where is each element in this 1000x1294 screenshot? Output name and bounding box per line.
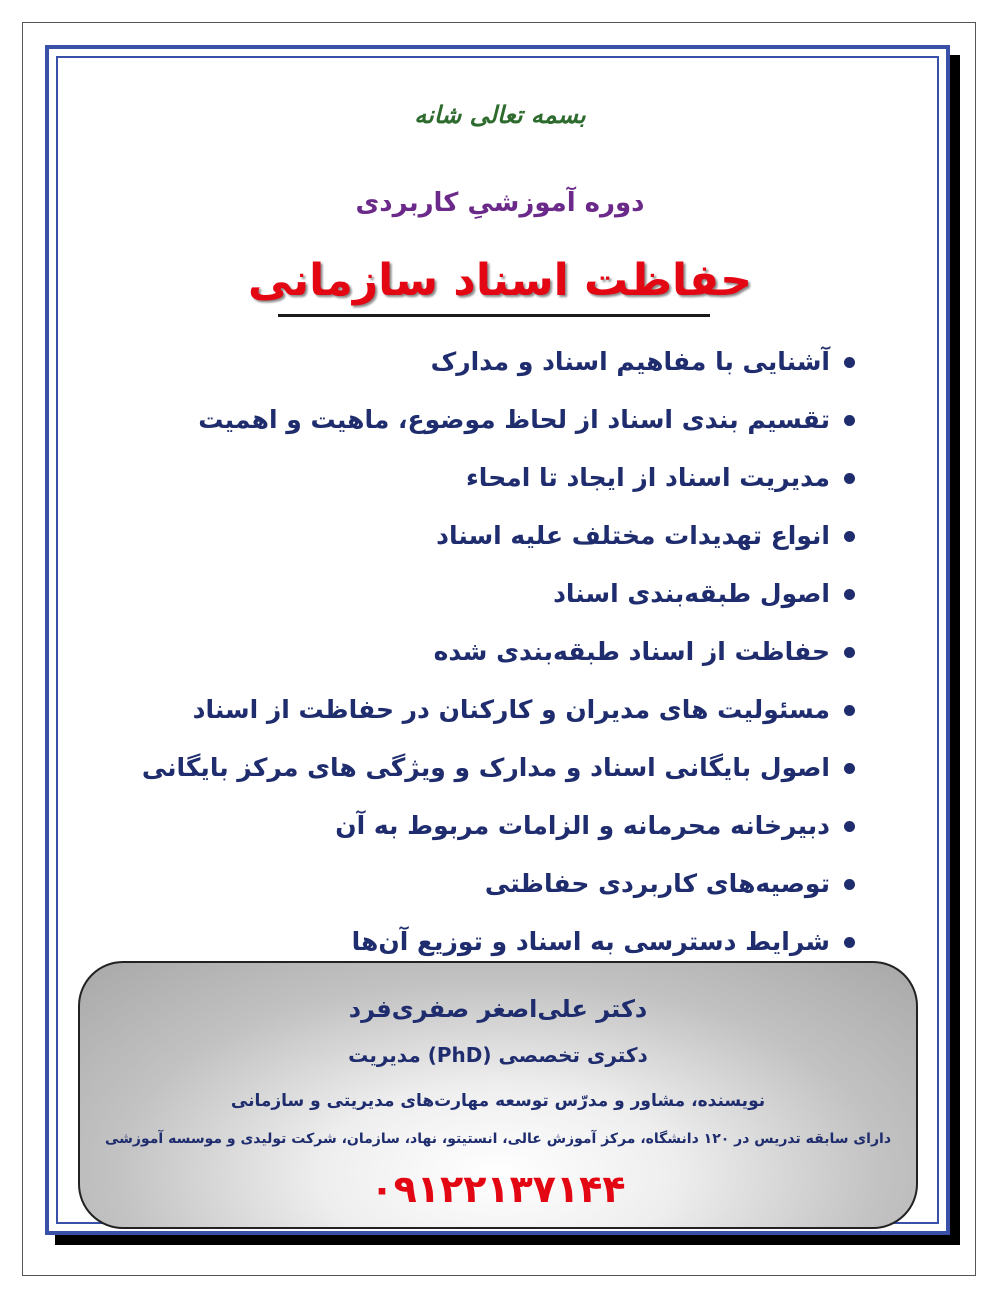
topic-text: اصول بایگانی اسناد و مدارک و ویژگی های مرکز بایگانی [141,753,830,782]
bullet-icon [844,647,855,658]
instructor-experience: دارای سابقه تدریس در ۱۲۰ دانشگاه، مرکز آموزش عالی، انستیتو، نهاد، سازمان، شرکت تولیدی و موسسه آموزشی [104,1131,892,1147]
topic-text: انواع تهدیدات مختلف علیه اسناد [436,521,830,550]
instructor-info-box [78,961,918,1229]
topic-text: توصیه‌های کاربردی حفاظتی [484,869,830,898]
course-title: حفاظت اسناد سازمانی [248,255,752,306]
topic-text: اصول طبقه‌بندی اسناد [553,579,830,608]
topic-list [135,333,855,971]
bullet-icon [844,937,855,948]
topic-item [135,797,855,855]
bullet-icon [844,705,855,716]
topic-item [135,449,855,507]
instructor-name: دکتر علی‌اصغر صفری‌فرد [348,995,648,1023]
topic-item [135,333,855,391]
topic-text: مدیریت اسناد از ایجاد تا امحاء [466,463,830,492]
topic-text: شرایط دسترسی به اسناد و توزیع آن‌ها [351,927,830,956]
topic-item [135,855,855,913]
basmala: بسمه تعالی شانه [414,100,586,129]
topic-text: تقسیم بندی اسناد از لحاظ موضوع، ماهیت و اهمیت [198,405,830,434]
bullet-icon [844,821,855,832]
bullet-icon [844,531,855,542]
instructor-role: نویسنده، مشاور و مدرّس توسعه مهارت‌های مدیریتی و سازمانی [230,1091,766,1111]
bullet-icon [844,357,855,368]
topic-text: دبیرخانه محرمانه و الزامات مربوط به آن [335,811,830,840]
topic-text: حفاظت از اسناد طبقه‌بندی شده [433,637,830,666]
title-underline [278,314,710,317]
bullet-icon [844,589,855,600]
topic-item [135,623,855,681]
course-subtitle: دوره آموزشیِ کاربردی [355,188,645,218]
bullet-icon [844,415,855,426]
topic-item [135,507,855,565]
topic-item [135,565,855,623]
topic-item [135,391,855,449]
topic-text: مسئولیت های مدیران و کارکنان در حفاظت از اسناد [192,695,830,724]
topic-item [135,739,855,797]
bullet-icon [844,763,855,774]
bullet-icon [844,473,855,484]
bullet-icon [844,879,855,890]
topic-item [135,681,855,739]
instructor-degree: دکتری تخصصی (PhD) مدیریت [348,1043,648,1067]
topic-text: آشنایی با مفاهیم اسناد و مدارک [430,347,830,376]
contact-phone: ۰۹۱۲۲۱۳۷۱۴۴ [370,1167,626,1211]
